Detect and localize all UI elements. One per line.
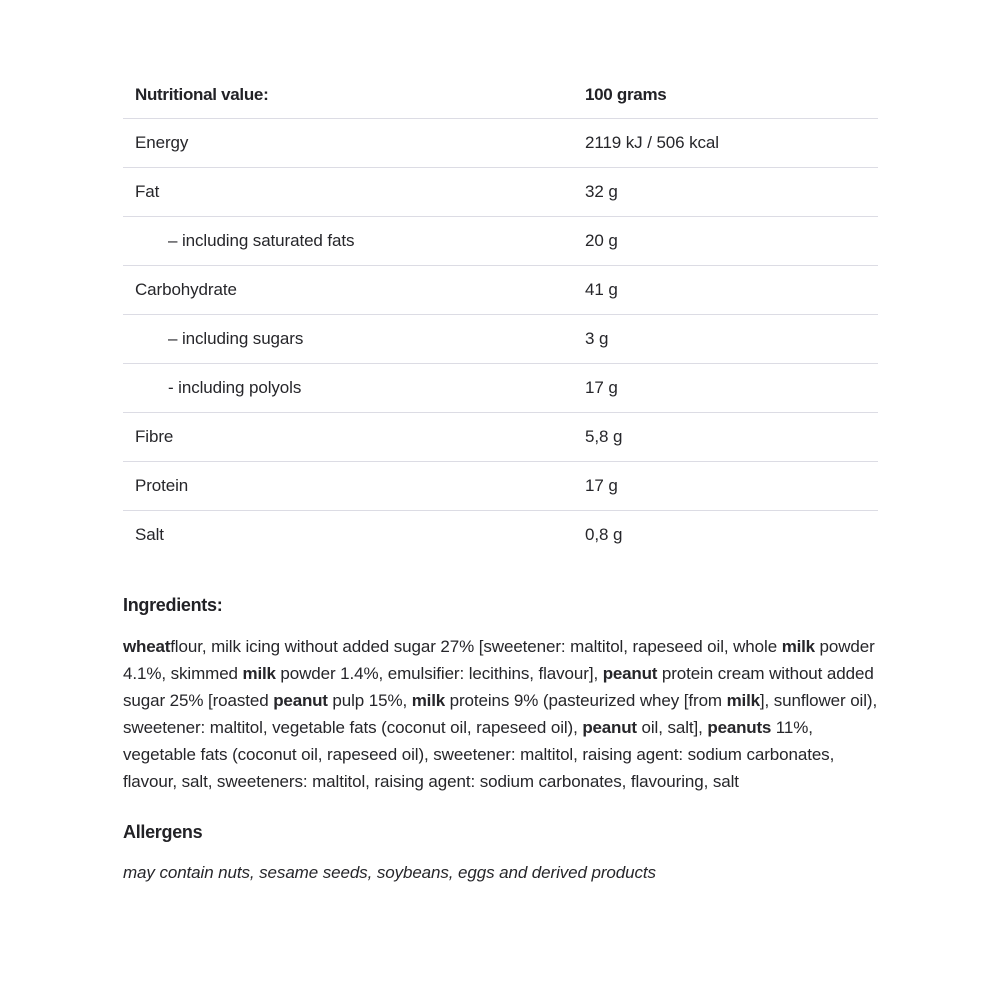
nutrient-label: Fibre: [123, 413, 585, 462]
nutrient-label: Carbohydrate: [123, 266, 585, 315]
nutrient-label: Salt: [135, 525, 164, 544]
nutrient-label: – including sugars: [123, 315, 585, 364]
nutrient-value: 32 g: [585, 168, 878, 217]
product-nutrition-section: [123, 85, 878, 883]
nutrient-label: Protein: [123, 462, 585, 511]
nutrient-label: - including polyols: [123, 364, 585, 413]
nutrient-value: 17 g: [585, 462, 878, 511]
nutrient-value: 41 g: [585, 266, 878, 315]
table-row: [123, 462, 878, 511]
nutrient-value: 5,8 g: [585, 413, 878, 462]
table-row: [123, 119, 878, 168]
table-row: [123, 315, 878, 364]
table-row: [123, 364, 878, 413]
ingredients-text: wheatflour, milk icing without added sugar 27% [sweetener: maltitol, rapeseed oil, whole milk powder 4.1%, skimmed milk powder 1.4%, emulsifier: lecithins, flavour], peanut protein cream without added sugar 25% [roasted peanut pulp 15%, milk proteins 9% (pasteurized whey [from milk], sunflower oil), sweetener: maltitol, vegetable fats (coconut oil, rapeseed oil), peanut oil, salt], peanuts 11%, vegetable fats (coconut oil, rapeseed oil), sweetener: maltitol, raising agent: sodium carbonates, flavour, salt, sweeteners: maltitol, raising agent: sodium carbonates, flavouring, salt: [123, 637, 878, 791]
nutrient-value: 17 g: [585, 364, 878, 413]
nutrition-table-header-label: Nutritional value:: [123, 85, 585, 119]
nutrient-value: 20 g: [585, 217, 878, 266]
nutrient-value: 3 g: [585, 315, 878, 364]
table-row: [123, 168, 878, 217]
allergens-text: may contain nuts, sesame seeds, soybeans, eggs and derived products: [123, 863, 656, 882]
table-row: [123, 217, 878, 266]
ingredients-heading: Ingredients:: [123, 595, 223, 615]
nutrient-value: 0,8 g: [585, 525, 623, 544]
nutrient-label: – including saturated fats: [123, 217, 585, 266]
allergens-heading: Allergens: [123, 822, 203, 842]
nutrition-table: [123, 85, 878, 559]
nutrition-table-header-value: 100 grams: [585, 85, 878, 119]
table-row: [123, 511, 878, 560]
nutrient-value: 2119 kJ / 506 kcal: [585, 119, 878, 168]
nutrition-table-header-row: [123, 85, 878, 119]
table-row: [123, 413, 878, 462]
table-row: [123, 266, 878, 315]
nutrient-label: Fat: [123, 168, 585, 217]
nutrient-label: Energy: [123, 119, 585, 168]
